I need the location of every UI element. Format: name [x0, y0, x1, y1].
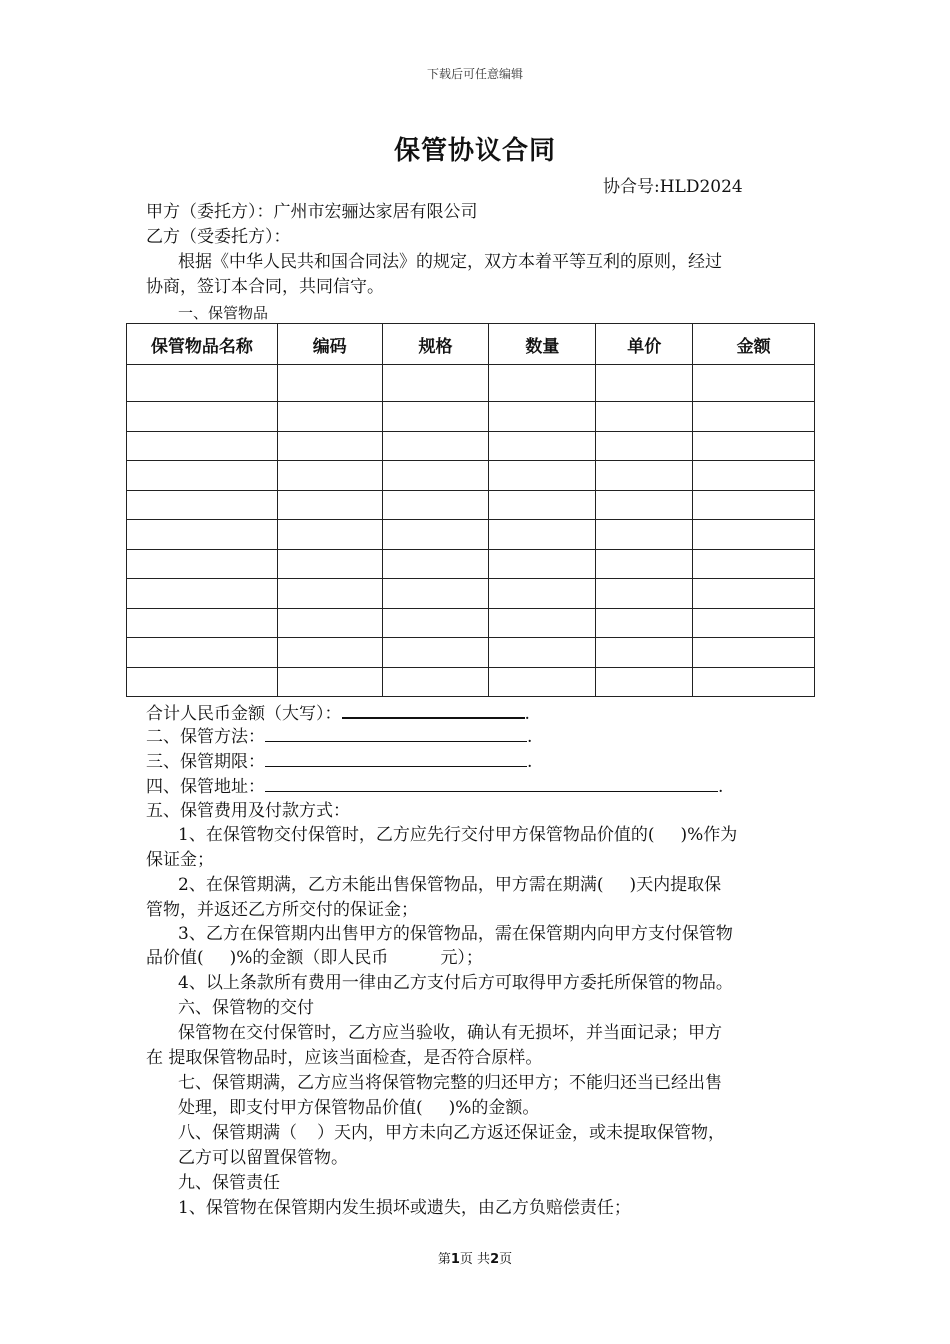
clause-5-2-cont: 管物，并返还乙方所交付的保证金； — [146, 900, 418, 920]
header-quantity: 数量 — [489, 324, 596, 365]
clause-9-1: 1、保管物在保管期内发生损坏或遗失，由乙方负赔偿责任； — [178, 1198, 631, 1218]
storage-method-field[interactable] — [265, 724, 527, 742]
table-row — [127, 667, 815, 697]
table-row — [127, 608, 815, 638]
total-amount-field[interactable] — [342, 700, 525, 719]
section-4-line — [146, 774, 723, 799]
header-code: 编码 — [277, 324, 382, 365]
storage-period-field[interactable] — [265, 749, 527, 767]
header-note: 下载后可任意编辑 — [426, 67, 523, 81]
section-3-label: 三、保管期限： — [146, 752, 265, 772]
section-2-period: . — [527, 727, 533, 747]
table-row — [127, 490, 815, 520]
section-6-heading: 六、保管物的交付 — [178, 998, 314, 1018]
page-total: 2 — [490, 1252, 500, 1267]
intro-line-2: 协商，签订本合同，共同信守。 — [146, 277, 384, 297]
table-row — [127, 549, 815, 579]
party-a: 甲方（委托方）：广州市宏骊达家居有限公司 — [146, 202, 478, 222]
table-row — [127, 431, 815, 461]
header-item-name: 保管物品名称 — [127, 324, 278, 365]
clause-5-3-cont: 品价值( )%的金额（即人民币 元）； — [146, 948, 483, 968]
clause-8-line-2: 乙方可以留置保管物。 — [178, 1148, 348, 1168]
section-2-line — [146, 724, 532, 749]
total-period: . — [524, 704, 530, 724]
table-row — [127, 365, 815, 402]
clause-5-1: 1、在保管物交付保管时，乙方应先行交付甲方保管物品价值的( )%作为 — [178, 825, 738, 845]
clause-7-line-2: 处理，即支付甲方保管物品价值( )%的金额。 — [178, 1098, 540, 1118]
total-amount-line — [146, 700, 530, 726]
clause-6-line-1: 保管物在交付保管时，乙方应当验收，确认有无损坏，并当面记录；甲方 — [178, 1023, 722, 1043]
table-header-row — [127, 324, 815, 365]
contract-number: 协合号:HLD2024 — [603, 177, 743, 197]
header-unit-price: 单价 — [596, 324, 693, 365]
clause-5-3: 3、乙方在保管期内出售甲方的保管物品，需在保管期内向甲方支付保管物 — [178, 924, 733, 944]
section-1-heading: 一、保管物品 — [178, 304, 269, 322]
clause-7-line-1: 七、保管期满，乙方应当将保管物完整的归还甲方；不能归还当已经出售 — [178, 1073, 722, 1093]
party-b: 乙方（受委托方）： — [146, 227, 291, 247]
table-row — [127, 638, 815, 668]
section-5-heading: 五、保管费用及付款方式： — [146, 801, 350, 821]
table-row — [127, 402, 815, 432]
section-3-line — [146, 749, 532, 774]
page-number: 1 — [450, 1252, 460, 1267]
clause-5-4: 4、以上条款所有费用一律由乙方支付后方可取得甲方委托所保管的物品。 — [178, 973, 733, 993]
table-row — [127, 461, 815, 491]
clause-6-line-2: 在 提取保管物品时，应该当面检查，是否符合原样。 — [146, 1048, 543, 1068]
section-4-label: 四、保管地址： — [146, 777, 265, 797]
page-footer: 第1页 共2页 — [437, 1252, 513, 1267]
header-amount: 金额 — [693, 324, 815, 365]
section-4-period: . — [718, 777, 724, 797]
table-row — [127, 520, 815, 550]
section-9-heading: 九、保管责任 — [178, 1173, 280, 1193]
header-spec: 规格 — [382, 324, 489, 365]
document-title: 保管协议合同 — [393, 136, 556, 166]
section-3-period: . — [527, 752, 533, 772]
storage-address-field[interactable] — [265, 774, 718, 792]
total-label: 合计人民币金额（大写）： — [146, 704, 342, 724]
clause-5-2: 2、在保管期满，乙方未能出售保管物品，甲方需在期满( )天内提取保 — [178, 875, 722, 895]
clause-5-1-cont: 保证金； — [146, 850, 214, 870]
clause-8-line-1: 八、保管期满（ ）天内，甲方未向乙方返还保证金，或未提取保管物， — [178, 1123, 725, 1143]
intro-line-1: 根据《中华人民共和国合同法》的规定，双方本着平等互利的原则，经过 — [178, 252, 722, 272]
items-table — [126, 323, 815, 697]
table-row — [127, 579, 815, 609]
section-2-label: 二、保管方法： — [146, 727, 265, 747]
